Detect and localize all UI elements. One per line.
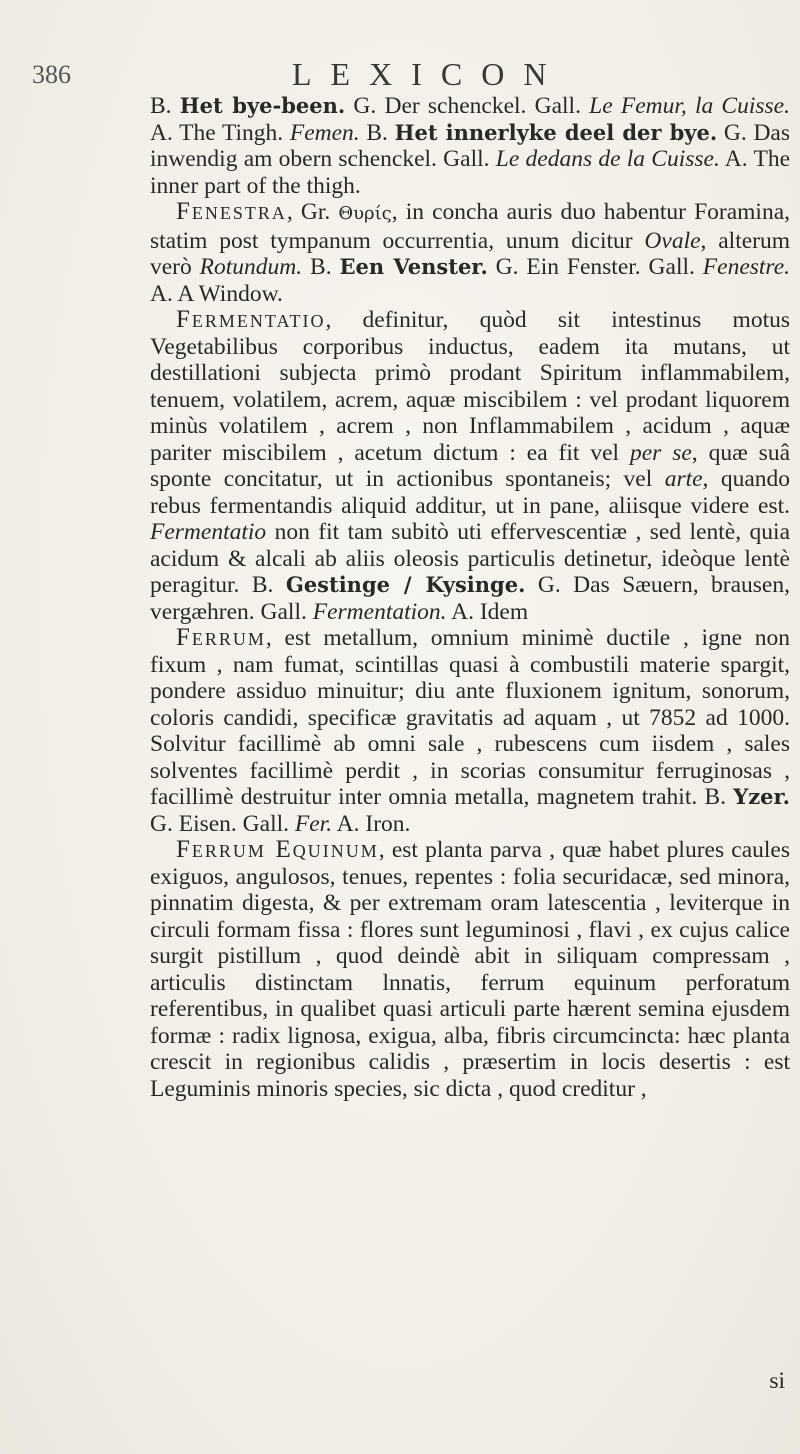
greek-term: Θυρίς	[338, 203, 392, 224]
headword: Fermentatio	[176, 306, 326, 333]
italic-run: Ovale	[644, 227, 701, 254]
blackletter-run: Gestinge / Kysinge.	[285, 572, 526, 597]
blackletter-run: Een Venster.	[339, 254, 488, 279]
text-run: , quando rebus fermentandis aliquid additur, ut in pane, aliisque videre est.	[150, 466, 791, 519]
italic-run: per se	[629, 439, 692, 466]
text-run: B.	[359, 119, 395, 146]
text-run: G. Das inwendig am obern schenckel. Gall.	[150, 119, 790, 172]
text-run: G. Der schenckel. Gall.	[345, 93, 590, 119]
headword: Fenestra	[176, 198, 287, 225]
italic-run: Fenestre.	[702, 254, 790, 280]
entry-ferrum-equinum	[150, 837, 790, 1102]
text-run: , in concha auris duo habentur Foramina, statim post tympanum occurrentia, unum dicitur	[150, 199, 791, 254]
text-run: A. Iron.	[332, 810, 411, 837]
italic-run: Fermentation.	[312, 598, 447, 625]
blackletter-run: Het bye-been.	[179, 93, 346, 118]
page-number: 386	[32, 60, 71, 89]
italic-run: Fer.	[294, 810, 333, 837]
text-run: A. The inner part of the thigh.	[150, 146, 790, 199]
italic-run: Le Femur, la Cuisse.	[589, 93, 790, 119]
italic-run: Rotundum.	[199, 254, 303, 280]
text-run: , est metallum, omnium minimè ductile , igne non fixum , nam fumat, scintillas quasi à combustili materie spargit, pondere assiduo minuitur; diu ante fluxionem ignitum, sonorum, coloris candidi, specificæ gravitatis ad aquam , ut 7852 ad 1000. Solvitur facillimè ab omni sale , rubescens cum iisdem , sales solventes facillimè perdit , in scorias consumitur ferruginosas , facillimè destruitur inter omnia metalla, magnetem trahit. B.	[150, 625, 790, 810]
text-run: , Gr.	[286, 199, 339, 225]
catchword: si	[769, 1368, 785, 1394]
text-run: G. Ein Fenster. Gall.	[487, 254, 703, 280]
text-run: , definitur, quòd sit intestinus motus Vegetabilibus corporibus inductus, eadem ita mutans, ut destillationi subjecta primò prodant Spiritum inflammabilem, tenuem, volatilem, acrem, aquæ miscibilem : vel prodant liquorem minùs volatilem , acrem , non Inflammabilem , acidum , aquæ pariter miscibilem , acetum dictum : ea fit vel	[150, 307, 790, 466]
text-run: , alterum verò	[150, 227, 791, 280]
text-run: B.	[150, 93, 180, 119]
entry-fenestra	[150, 199, 790, 307]
lexicon-text	[150, 93, 790, 1102]
entry-femur-continued	[150, 93, 790, 199]
text-run: G. Eisen. Gall.	[150, 810, 295, 837]
italic-run: arte	[664, 466, 703, 492]
headword: Ferrum Equinum	[176, 836, 379, 863]
blackletter-run: Het innerlyke deel der bye.	[394, 119, 718, 145]
text-run: non fit tam subitò uti effervescentiæ , sed lentè, quia acidum & alcali ab aliis oleosis particulis detinetur, ideòque lentè peragitur. B.	[150, 519, 790, 598]
text-run: A. Idem	[446, 598, 529, 625]
running-head: LEXICON	[292, 56, 566, 92]
text-run: G. Das Sæuern, brausen, vergæhren. Gall.	[150, 572, 790, 625]
entry-ferrum	[150, 625, 790, 837]
italic-run: Le dedans de la Cuisse.	[495, 146, 720, 172]
text-run: A. A Window.	[150, 280, 283, 307]
entry-fermentatio	[150, 307, 790, 625]
italic-run: Fermentatio	[150, 519, 267, 545]
text-run: A. The Tingh.	[150, 119, 290, 146]
blackletter-run: Yzer.	[733, 784, 790, 809]
text-run: B.	[302, 254, 340, 280]
headword: Ferrum	[176, 624, 266, 651]
text-run: , est planta parva , quæ habet plures caules exiguos, angulosos, tenues, repentes : folia securidacæ, sed minora, pinnatim digesta, & per extremam oram latescentia , leviterque in circuli formam fissa : flores sunt leguminosi , flavi , ex cujus calice surgit pistillum , quod deindè abit in siliquam compressam , articulis distinctam lnnatis, ferrum equinum perforatum referentibus, in qualibet quasi articuli parte hærent semina ejusdem formæ : radix lignosa, exigua, alba, fibris circumcincta: hæc planta crescit in regionibus calidis , præsertim in locis desertis : est Leguminis minoris species, sic dicta , quod creditur ,	[150, 837, 791, 1102]
italic-run: Femen.	[289, 119, 360, 146]
text-run: , quæ suâ sponte concitatur, ut in actionibus spontaneis; vel	[150, 439, 791, 492]
page-header	[30, 56, 770, 94]
